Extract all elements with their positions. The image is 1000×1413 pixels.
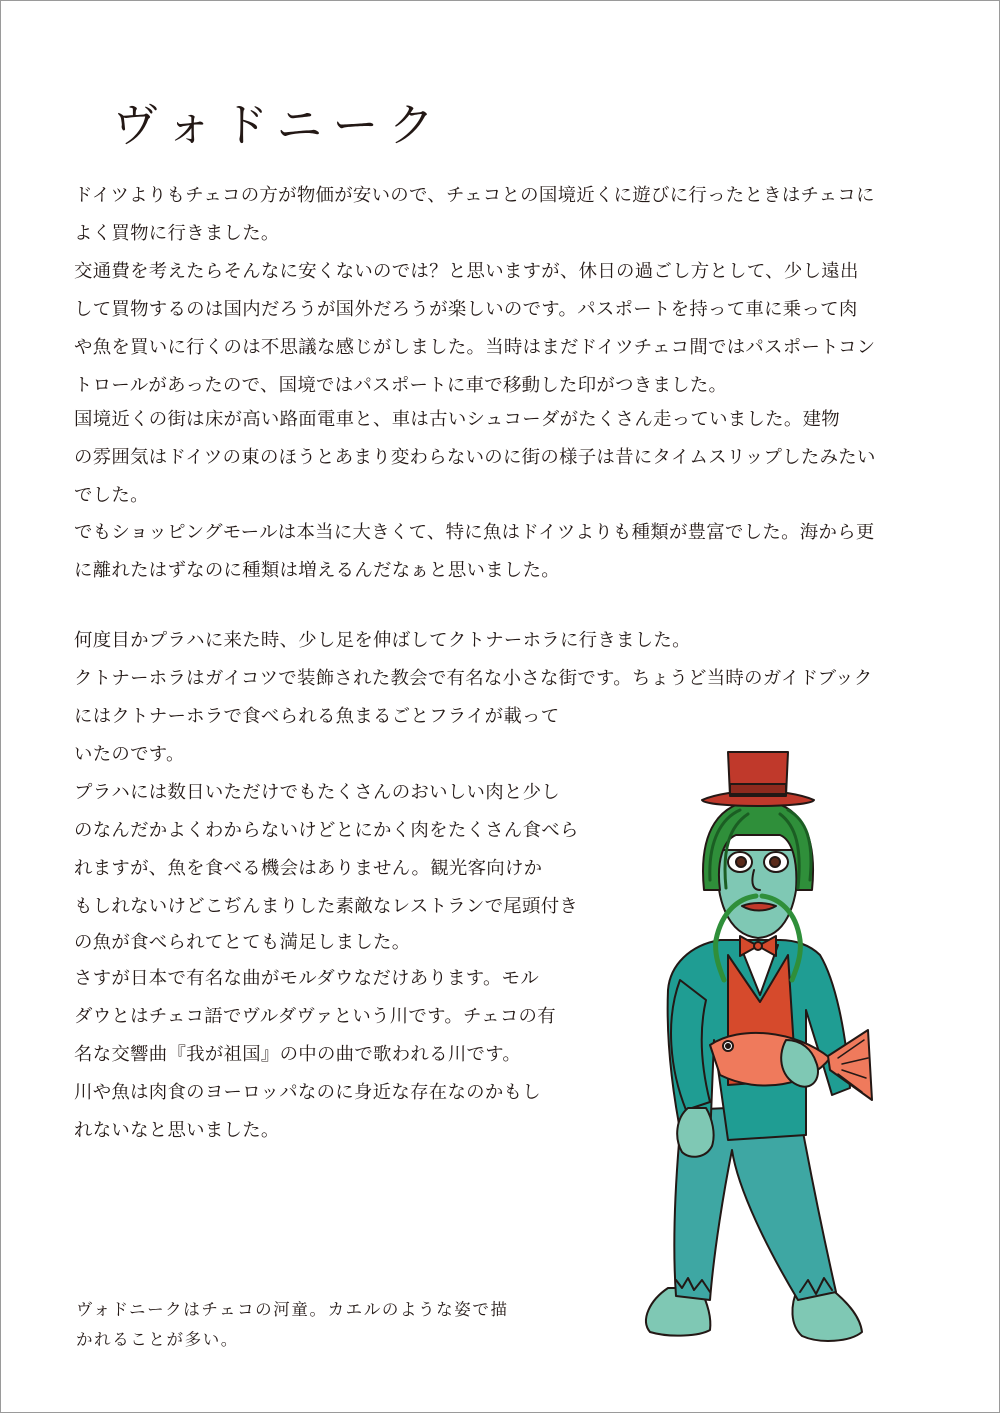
body-line: 国境近くの街は床が高い路面電車と、車は古いシュコーダがたくさん走っていました。建物	[74, 409, 840, 430]
body-line: ドイツよりもチェコの方が物価が安いので、チェコとの国境近くに遊びに行ったときはチェコに	[74, 185, 875, 206]
body-line: よく買物に行きました。	[74, 223, 280, 244]
body-line: もしれないけどこぢんまりした素敵なレストランで尾頭付き	[74, 896, 579, 917]
body-line: の雰囲気はドイツの東のほうとあまり変わらないのに街の様子は昔にタイムスリップしたみたい	[74, 447, 876, 468]
body-line: トロールがあったので、国境ではパスポートに車で移動した印がつきました。	[74, 375, 728, 396]
body-line: 名な交響曲『我が祖国』の中の曲で歌われる川です。	[74, 1044, 522, 1065]
body-line: して買物するのは国内だろうが国外だろうが楽しいのです。パスポートを持って車に乗って肉	[74, 299, 858, 320]
body-line: の魚が食べられてとても満足しました。	[74, 932, 411, 953]
body-line: いたのです。	[74, 744, 185, 765]
vodnik-illustration	[610, 740, 920, 1360]
body-line: や魚を買いに行くのは不思議な感じがしました。当時はまだドイツチェコ間ではパスポートコン	[74, 337, 876, 358]
body-line: れないなと思いました。	[74, 1120, 280, 1141]
body-line: さすが日本で有名な曲がモルダウなだけあります。モル	[74, 968, 540, 989]
caption-line: ヴォドニークはチェコの河童。カエルのような姿で描	[76, 1300, 509, 1319]
body-line: プラハには数日いただけでもたくさんのおいしい肉と少し	[74, 782, 560, 803]
body-line: ダウとはチェコ語でヴルダヴァという川です。チェコの有	[74, 1006, 556, 1027]
body-line: 何度目かプラハに来た時、少し足を伸ばしてクトナーホラに行きました。	[74, 630, 691, 651]
caption-line: かれることが多い。	[76, 1330, 239, 1349]
body-line: れますが、魚を食べる機会はありません。観光客向けか	[74, 858, 543, 879]
body-line: 川や魚は肉食のヨーロッパなのに身近な存在なのかもし	[74, 1082, 541, 1103]
body-line: でもショッピングモールは本当に大きくて、特に魚はドイツよりも種類が豊富でした。海から更	[74, 522, 875, 543]
body-line: に離れたはずなのに種類は増えるんだなぁと思いました。	[74, 560, 560, 581]
body-line: でした。	[74, 485, 149, 506]
body-line: にはクトナーホラで食べられる魚まるごとフライが載って	[74, 706, 560, 727]
left-hand	[677, 1108, 713, 1157]
body-line: のなんだかよくわからないけどとにかく肉をたくさん食べら	[74, 820, 579, 841]
body-line: クトナーホラはガイコツで装飾された教会で有名な小さな街です。ちょうど当時のガイドブック	[74, 668, 873, 689]
body-line: 交通費を考えたらそんなに安くないのでは？と思いますが、休日の過ごし方として、少し遠出	[74, 261, 859, 282]
page-title: ヴォドニーク	[112, 98, 445, 152]
